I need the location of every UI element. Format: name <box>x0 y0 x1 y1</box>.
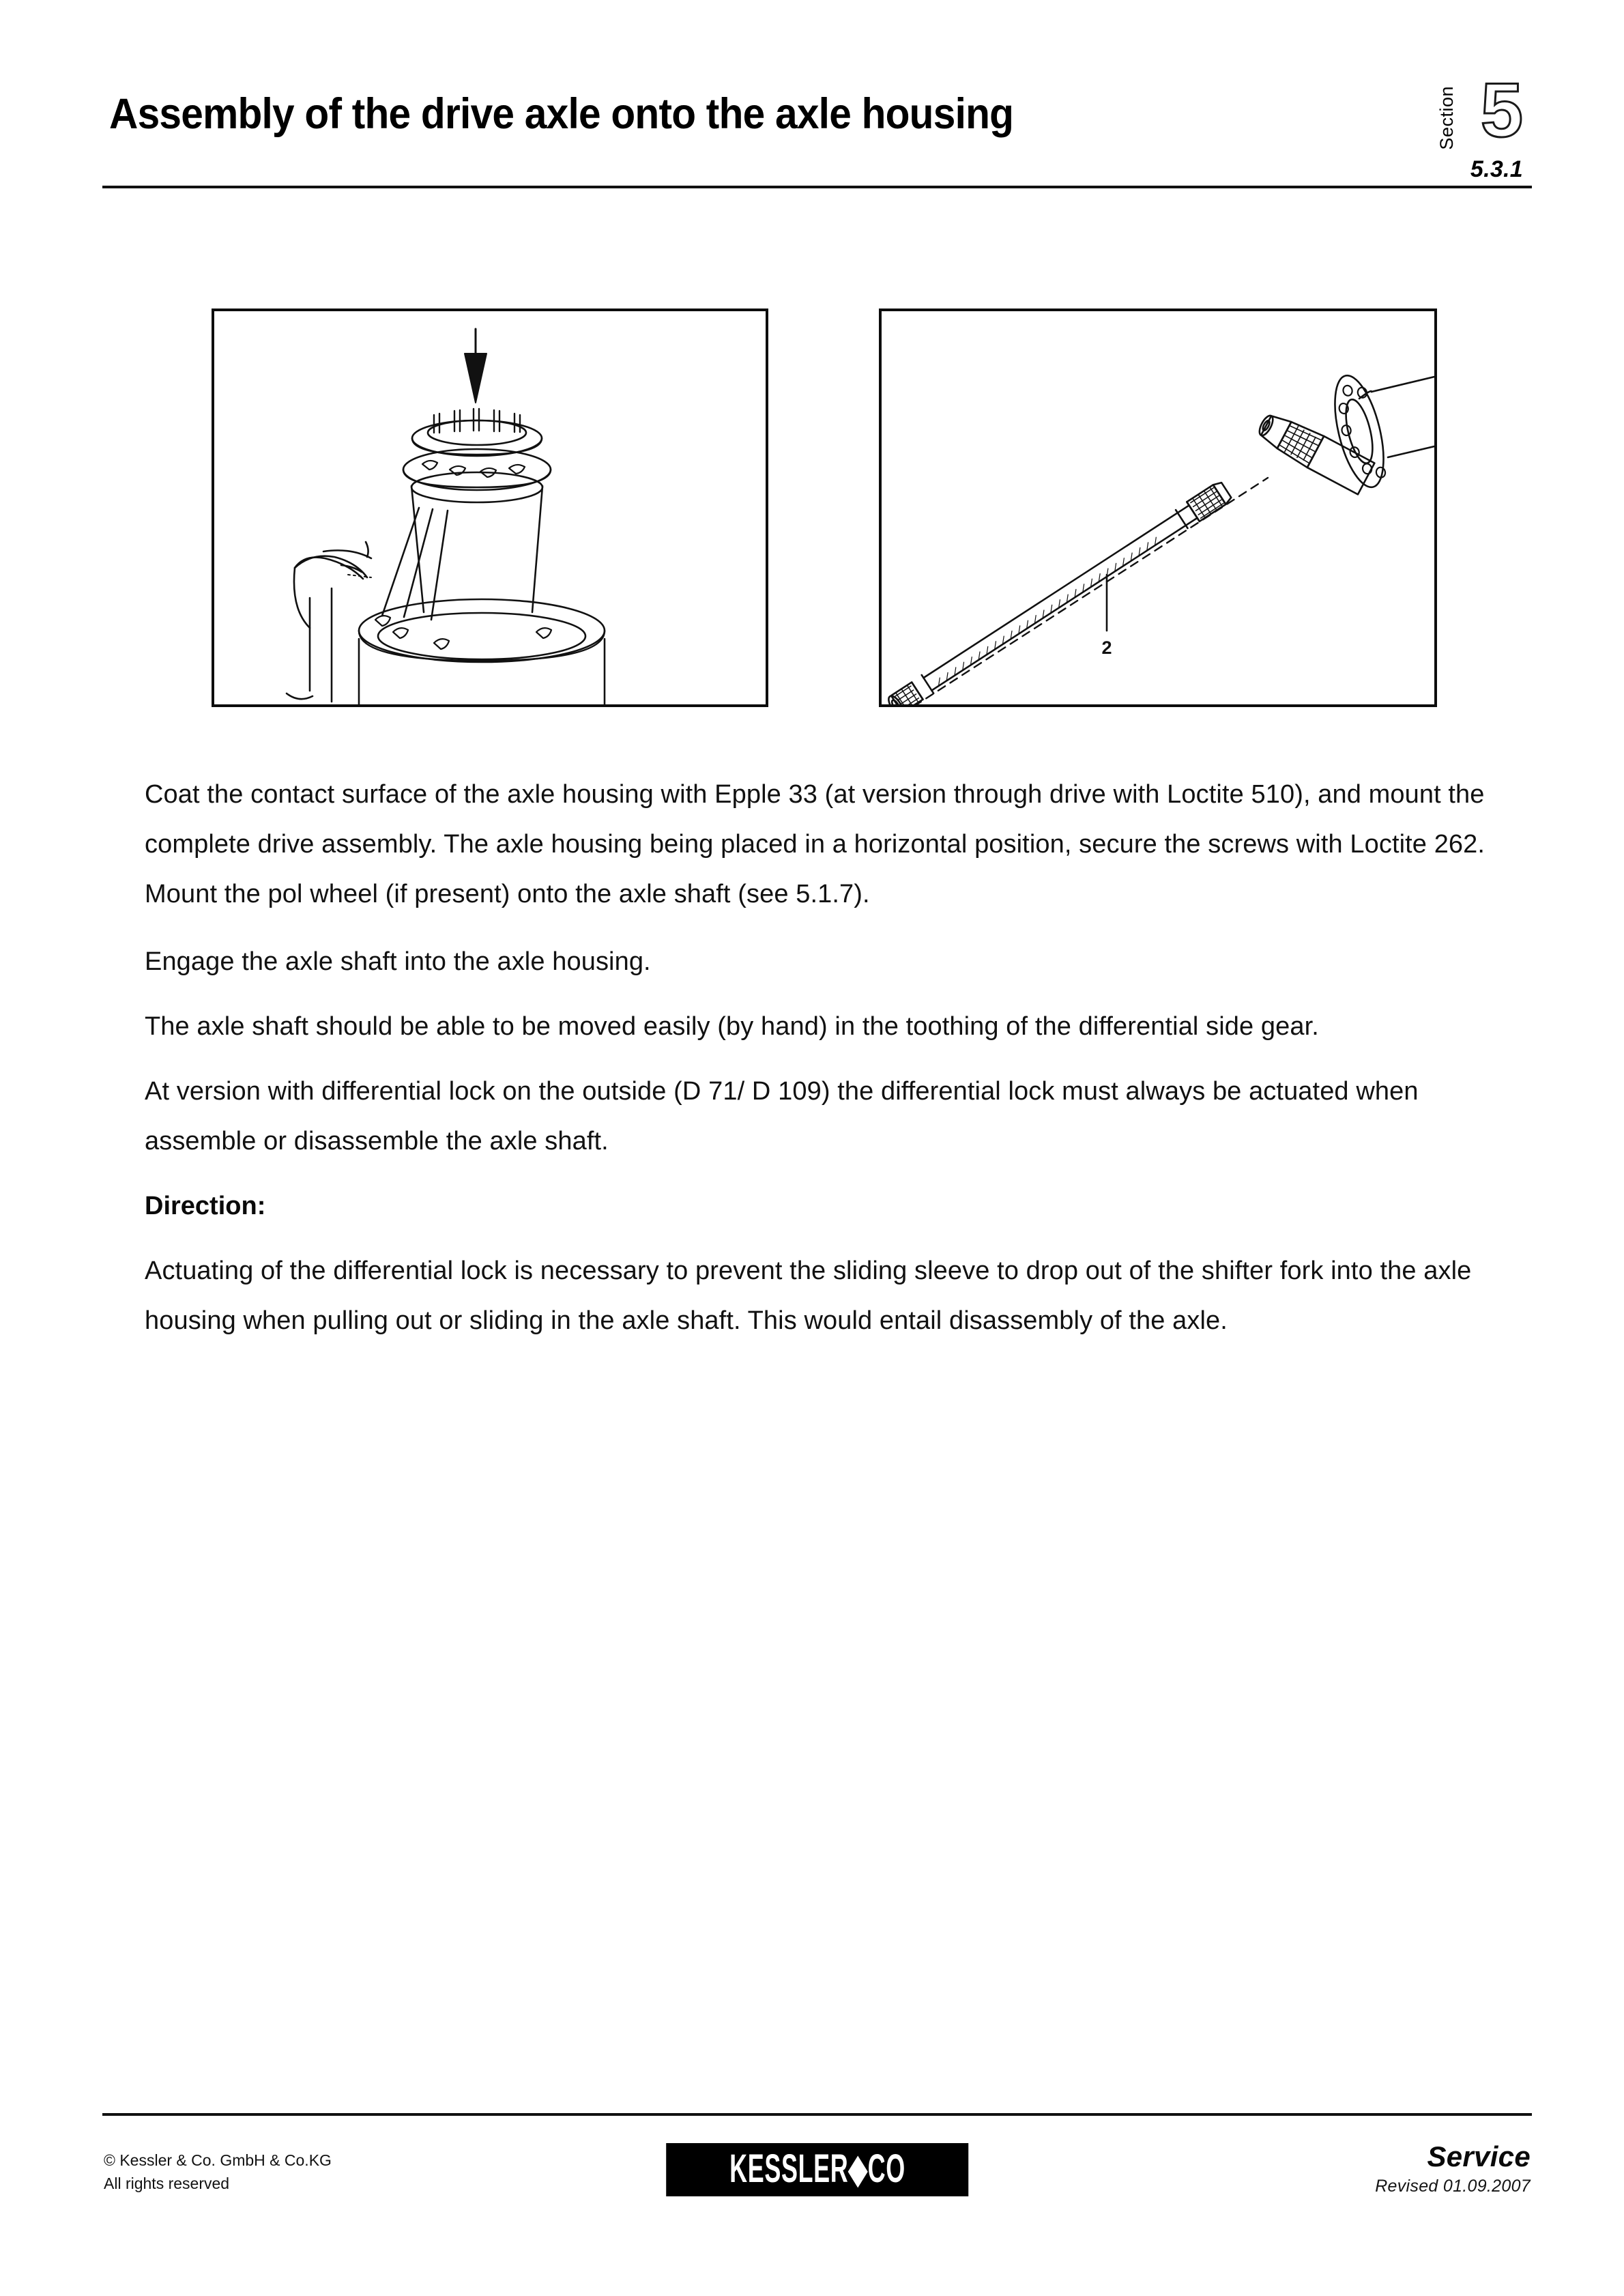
footer-divider <box>102 2113 1532 2116</box>
kessler-co-logo-text: KESSLER◆CO <box>729 2147 905 2191</box>
header-divider <box>102 186 1532 188</box>
figure-drive-axle-onto-housing <box>212 308 768 707</box>
kessler-co-logo <box>666 2143 969 2196</box>
paragraph-axle-shaft-movement: The axle shaft should be able to be moved easily (by hand) in the toothing of the differential side gear. <box>145 1012 1319 1041</box>
axle-shaft-illustration <box>882 311 1434 704</box>
paragraph-actuating-differential-lock: Actuating of the differential lock is necessary to prevent the sliding sleeve to drop out of the shifter fork into the axle housing when pulling out or sliding in the axle shaft. This would entail disassembly of the axle. <box>145 1257 1472 1335</box>
revised-date: Revised 01.09.2007 <box>1375 2177 1531 2196</box>
page-header <box>102 68 1528 198</box>
section-number-outline: 5 <box>1480 68 1522 153</box>
figure-axle-shaft-into-hub <box>879 308 1437 707</box>
copyright-line-1: © Kessler & Co. GmbH & Co.KG <box>104 2151 332 2169</box>
paragraph-coat-contact-surface: Coat the contact surface of the axle housing with Epple 33 (at version through drive with Loctite 510), and mount the complete drive assembly. The axle housing being placed in a horizontal position, secure the screws with Loctite 262. Mount the pol wheel (if present) onto the axle shaft (see 5.1.7). <box>145 780 1485 908</box>
section-subnumber: 5.3.1 <box>1470 156 1523 182</box>
subheading-direction: Direction: <box>145 1192 266 1220</box>
page-title: Assembly of the drive axle onto the axle housing <box>109 90 1014 138</box>
figure-callout-2: 2 <box>1101 637 1112 658</box>
body-content <box>145 770 1490 1364</box>
page-footer <box>102 2128 1532 2251</box>
copyright-line-2: All rights reserved <box>104 2175 230 2192</box>
section-marker <box>1399 68 1528 198</box>
drive-axle-assembly-illustration <box>214 311 766 704</box>
service-label: Service <box>1427 2140 1531 2172</box>
section-word-label: Section <box>1436 86 1457 150</box>
paragraph-differential-lock: At version with differential lock on the outside (D 71/ D 109) the differential lock must always be actuated when assemble or disassemble the axle shaft. <box>145 1077 1419 1156</box>
service-block <box>1375 2140 1531 2198</box>
paragraph-engage-axle-shaft: Engage the axle shaft into the axle housing. <box>145 947 651 976</box>
copyright-block <box>104 2149 332 2195</box>
